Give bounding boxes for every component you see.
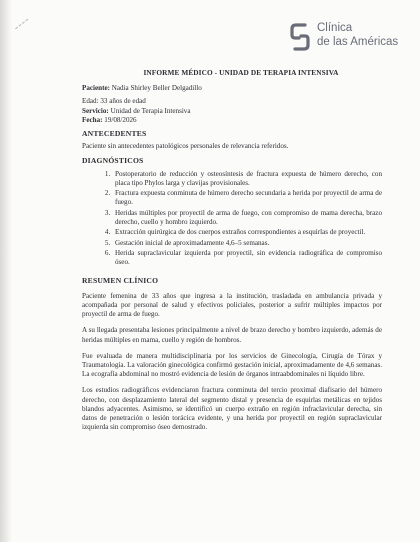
scan-mark <box>15 19 37 41</box>
resumen-heading: RESUMEN CLÍNICO <box>82 275 159 285</box>
resumen-paragraph: Fue evaluada de manera multidisciplinaria por los servicios de Ginecología, Cirugía de Tórax y Traumatología. La valoración ginecológica confirmó gestación inicial, aproximadamente de 4,6 semanas. La ecografía abdominal no mostró evidencia de lesión de órganos intraabdominales ni líquido libre. <box>82 351 382 379</box>
diagnosis-item: 6. Herida supraclavicular izquierda por proyectil, sin evidencia radiográfica de compromiso óseo. <box>112 249 382 267</box>
diagnosis-item: 2. Fractura expuesta conminuta de húmero derecho secundaria a herida por proyectil de arma de fuego. <box>112 189 382 207</box>
service-label: Servicio: <box>82 106 109 115</box>
clinic-name-line2: de las Américas <box>317 35 399 48</box>
patient-row <box>82 84 382 93</box>
diagnosis-item: 4. Extracción quirúrgica de dos cuerpos extraños correspondientes a esquirlas de proyectil. <box>112 228 382 237</box>
age-label: Edad: <box>82 97 99 106</box>
diagnosis-item: 5. Gestación inicial de aproximadamente 4,6–5 semanas. <box>112 239 382 248</box>
service-value: Unidad de Terapia Intensiva <box>108 106 191 115</box>
clinic-name-line1: Clínica <box>317 22 353 34</box>
service-row <box>82 107 382 116</box>
clinic-logo-icon <box>287 22 313 52</box>
diagnosis-item: 3. Heridas múltiples por proyectil de arma de fuego, con compromiso de mama derecha, brazo derecho, cuello y hombro izquierdo. <box>112 209 382 227</box>
date-row <box>82 116 382 125</box>
patient-value: Nadia Shirley Beller Delgadillo <box>109 84 202 93</box>
resumen-paragraph: A su llegada presentaba lesiones principalmente a nivel de brazo derecho y hombro izquierdo, además de heridas múltiples en mama, cuello y región de hombros. <box>82 326 382 344</box>
date-label: Fecha: <box>82 115 103 124</box>
patient-info <box>82 84 382 125</box>
age-value: 33 años de edad <box>98 97 146 106</box>
report-body <box>82 68 382 439</box>
age-row <box>82 97 382 106</box>
diagnosis-item: 1. Postoperatorio de reducción y osteosíntesis de fractura expuesta de húmero derecho, con placa tipo Phylos larga y clavijas provisionales. <box>112 170 382 188</box>
patient-label: Paciente: <box>82 84 110 93</box>
resumen-paragraph: Los estudios radiográficos evidenciaron fractura conminuta del tercio proximal diafisario del húmero derecho, con desplazamiento lateral del segmento distal y presencia de esquirlas metálicas en tejidos blandos adyacentes. Asimismo, se identificó un cuerpo extraño en región infraclavicular derecha, sin datos de penetración o lesión torácica evidente, y una herida por proyectil en región supraclavicular izquierda sin compromiso óseo demostrado. <box>82 386 382 432</box>
clinic-name <box>317 22 398 49</box>
antecedentes-text: Paciente sin antecedentes patológicos personales de relevancia referidos. <box>82 142 289 151</box>
diagnosticos-heading: DIAGNÓSTICOS <box>82 156 144 166</box>
report-title: INFORME MÉDICO - UNIDAD DE TERAPIA INTENSIVA <box>143 68 339 77</box>
clinic-logo <box>287 20 412 56</box>
diagnosis-list <box>82 170 382 268</box>
resumen-paragraph: Paciente femenina de 33 años que ingresa a la institución, trasladada en ambulancia privada y acompañada por personal de salud y efectivos policiales, posterior a sufrir múltiples impactos por proyectil de arma de fuego. <box>82 291 382 319</box>
antecedentes-heading: ANTECEDENTES <box>82 129 147 139</box>
date-value: 19/08/2026 <box>102 115 137 124</box>
